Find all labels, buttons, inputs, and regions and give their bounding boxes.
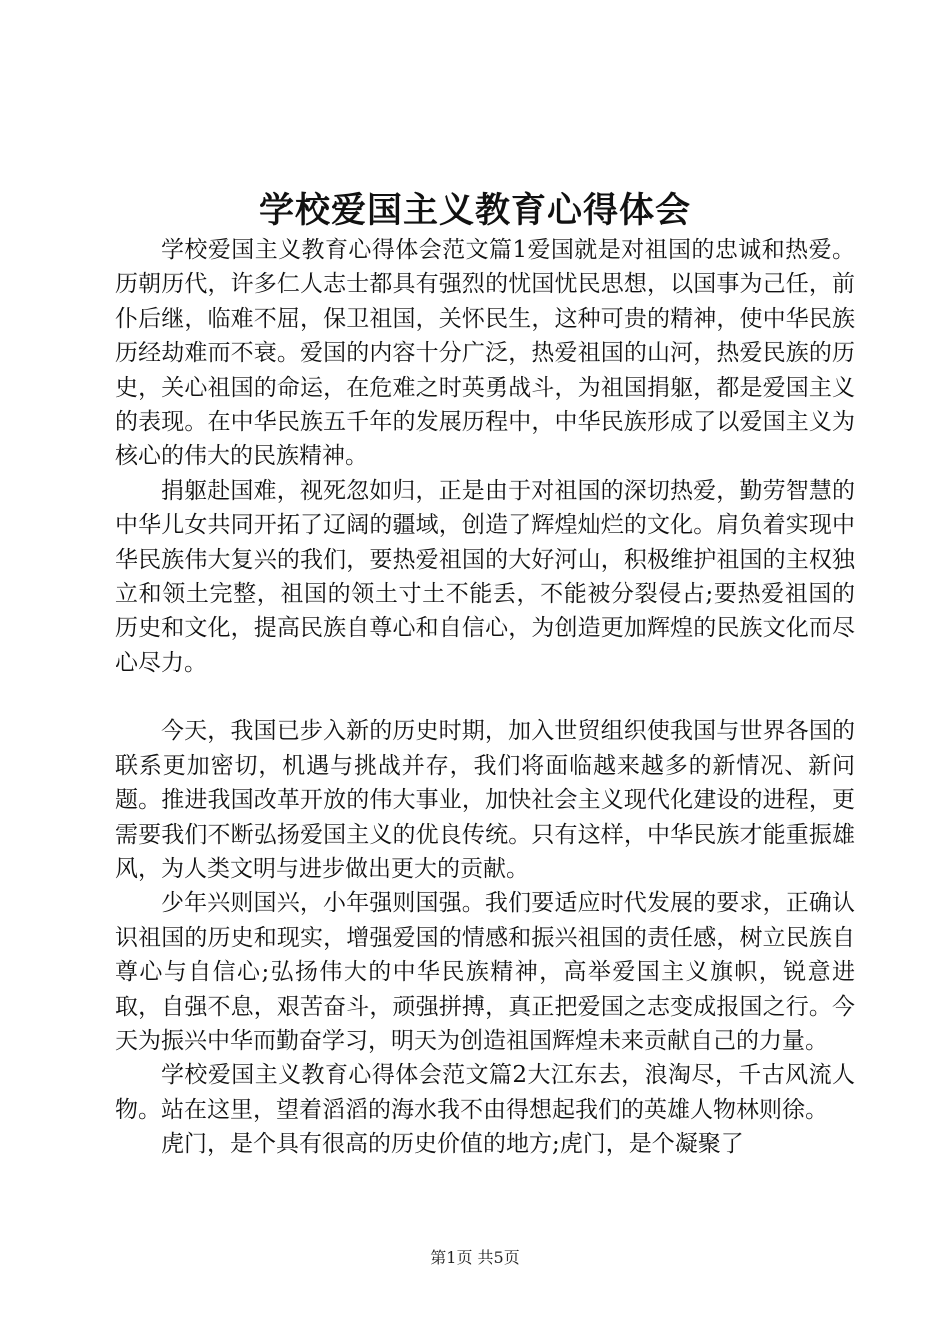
paragraph: 今天，我国已步入新的历史时期，加入世贸组织使我国与世界各国的联系更加密切，机遇与挑战并存，我们将面临越来越多的新情况、新问题。推进我国改革开放的伟大事业，加快社会主义现代化建设的进程，更需要我们不断弘扬爱国主义的优良传统。只有这样，中华民族才能重振雄风，为人类文明与进步做出更大的贡献。 xyxy=(115,718,855,882)
document-title: 学校爱国主义教育心得体会 xyxy=(258,190,691,231)
paragraph: 捐躯赴国难，视死忽如归，正是由于对祖国的深切热爱，勤劳智慧的中华儿女共同开拓了辽阔的疆域，创造了辉煌灿烂的文化。肩负着实现中华民族伟大复兴的我们，要热爱祖国的大好河山，积极维护祖国的主权独立和领土完整，祖国的领土寸土不能丢，不能被分裂侵占;要热爱祖国的历史和文化，提高民族自尊心和自信心，为创造更加辉煌的民族文化而尽心尽力。 xyxy=(115,477,855,676)
page-number: 第1页 共5页 xyxy=(430,1248,520,1267)
paragraph: 少年兴则国兴，小年强则国强。我们要适应时代发展的要求，正确认识祖国的历史和现实，增强爱国的情感和振兴祖国的责任感，树立民族自尊心与自信心;弘扬伟大的中华民族精神，高举爱国主义旗帜，锐意进取，自强不息，艰苦奋斗，顽强拼搏，真正把爱国之志变成报国之行。今天为振兴中华而勤奋学习，明天为创造祖国辉煌未来贡献自己的力量。 xyxy=(115,890,855,1054)
paragraph: 虎门，是个具有很高的历史价值的地方;虎门，是个凝聚了 xyxy=(161,1131,744,1158)
paragraph: 学校爱国主义教育心得体会范文篇2大江东去，浪淘尽，千古风流人物。站在这里，望着滔滔的海水我不由得想起我们的英雄人物林则徐。 xyxy=(115,1062,855,1123)
document-body xyxy=(115,233,855,1162)
paragraph: 学校爱国主义教育心得体会范文篇1爱国就是对祖国的忠诚和热爱。历朝历代，许多仁人志士都具有强烈的忧国忧民思想，以国事为己任，前仆后继，临难不屈，保卫祖国，关怀民生，这种可贵的精神，使中华民族历经劫难而不衰。爱国的内容十分广泛，热爱祖国的山河，热爱民族的历史，关心祖国的命运，在危难之时英勇战斗，为祖国捐躯，都是爱国主义的表现。在中华民族五千年的发展历程中，中华民族形成了以爱国主义为核心的伟大的民族精神。 xyxy=(115,237,855,470)
